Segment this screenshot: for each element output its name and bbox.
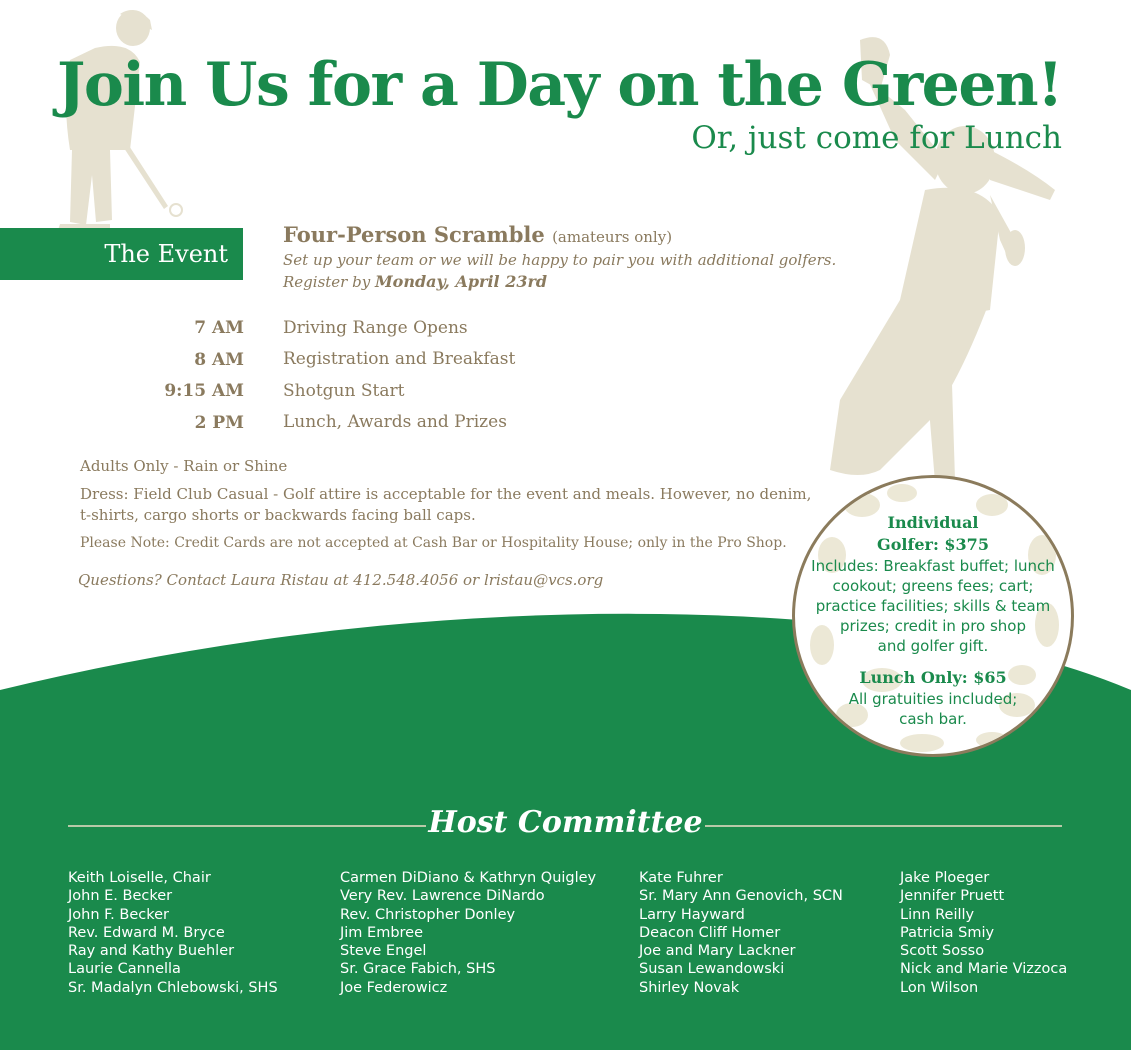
schedule-item: Lunch, Awards and Prizes (283, 412, 507, 432)
committee-column-1 (68, 869, 278, 997)
includes-line: cookout; greens fees; cart; (832, 577, 1034, 595)
dress-code (80, 484, 810, 526)
committee-member: Jim Embree (340, 924, 424, 941)
contact-info: Questions? Contact Laura Ristau at 412.548.4056 or lristau@vcs.org (78, 571, 604, 589)
committee-member: Kate Fuhrer (639, 870, 723, 886)
committee-member: Linn Reilly (900, 906, 975, 923)
committee-column-4 (900, 869, 1067, 997)
includes-line: Includes: Breakfast buffet; lunch (811, 557, 1055, 575)
committee-member: Keith Loiselle, Chair (68, 870, 211, 886)
individual-pricing (800, 512, 1066, 656)
committee-member: Jake Ploeger (900, 870, 990, 886)
event-name-text: Four-Person Scramble (283, 222, 545, 247)
includes-line: and golfer gift. (877, 637, 989, 655)
schedule-time: 8 AM (194, 350, 244, 370)
event-name (283, 222, 672, 247)
schedule-time: 7 AM (194, 318, 244, 338)
committee-member: Rev. Edward M. Bryce (68, 924, 225, 941)
event-register (283, 271, 547, 293)
committee-member: Deacon Cliff Homer (639, 924, 781, 941)
lunch-title: Lunch Only: $65 (859, 668, 1007, 687)
event-tab: The Event (0, 228, 243, 280)
committee-member: Sr. Mary Ann Genovich, SCN (639, 888, 843, 905)
includes-line: practice facilities; skills & team (815, 597, 1051, 615)
dress-line-2: t-shirts, cargo shorts or backwards facing ball caps. (80, 506, 476, 524)
schedule-time: 2 PM (194, 413, 244, 433)
committee-member: Rev. Christopher Donley (340, 906, 516, 923)
committee-member: Joe and Mary Lackner (639, 943, 796, 960)
committee-member: Larry Hayward (639, 906, 745, 923)
schedule-item: Shotgun Start (283, 381, 405, 401)
individual-title-line-1: Individual (887, 513, 979, 532)
dress-line-1: Dress: Field Club Casual - Golf attire is acceptable for the event and meals. However, no denim, (80, 485, 812, 503)
lunch-line: All gratuities included; (848, 690, 1018, 708)
committee-member: Sr. Grace Fabich, SHS (340, 961, 496, 978)
committee-member: Steve Engel (340, 943, 427, 960)
committee-member: Sr. Madalyn Chlebowski, SHS (68, 979, 278, 996)
register-prefix: Register by (283, 273, 371, 291)
adults-only-note: Adults Only - Rain or Shine (80, 457, 288, 475)
committee-member: John F. Becker (68, 906, 169, 923)
committee-member: Joe Federowicz (340, 979, 448, 996)
individual-title-line-2: Golfer: $375 (877, 535, 989, 554)
committee-member: Carmen DiDiano & Kathryn Quigley (340, 870, 597, 886)
page-title: Join Us for a Day on the Green! (56, 50, 1062, 120)
event-name-note: (amateurs only) (552, 228, 673, 246)
register-date: Monday, April 23rd (374, 272, 548, 291)
committee-member: John E. Becker (68, 888, 173, 905)
committee-member: Laurie Cannella (68, 961, 181, 978)
lunch-pricing (800, 667, 1066, 729)
event-description: Set up your team or we will be happy to pair you with additional golfers. (283, 251, 837, 269)
schedule-item: Registration and Breakfast (283, 349, 516, 369)
schedule-time: 9:15 AM (164, 381, 244, 401)
committee-column-3 (639, 869, 843, 997)
committee-member: Ray and Kathy Buehler (68, 943, 235, 960)
committee-member: Lon Wilson (900, 979, 979, 996)
committee-member: Patricia Smiy (900, 924, 995, 941)
committee-member: Very Rev. Lawrence DiNardo (340, 888, 545, 905)
committee-member: Susan Lewandowski (639, 961, 785, 978)
includes-line: prizes; credit in pro shop (839, 617, 1026, 635)
credit-card-note: Please Note: Credit Cards are not accepted at Cash Bar or Hospitality House; only in the Pro Shop. (80, 535, 787, 551)
committee-member: Scott Sosso (900, 943, 985, 960)
committee-column-2 (340, 869, 596, 997)
committee-member: Shirley Novak (639, 979, 740, 996)
committee-member: Nick and Marie Vizzoca (900, 961, 1068, 978)
schedule-item: Driving Range Opens (283, 318, 468, 338)
committee-title: Host Committee (428, 805, 703, 840)
lunch-line: cash bar. (899, 710, 967, 728)
page-subtitle: Or, just come for Lunch (691, 120, 1062, 156)
committee-member: Jennifer Pruett (900, 888, 1005, 905)
